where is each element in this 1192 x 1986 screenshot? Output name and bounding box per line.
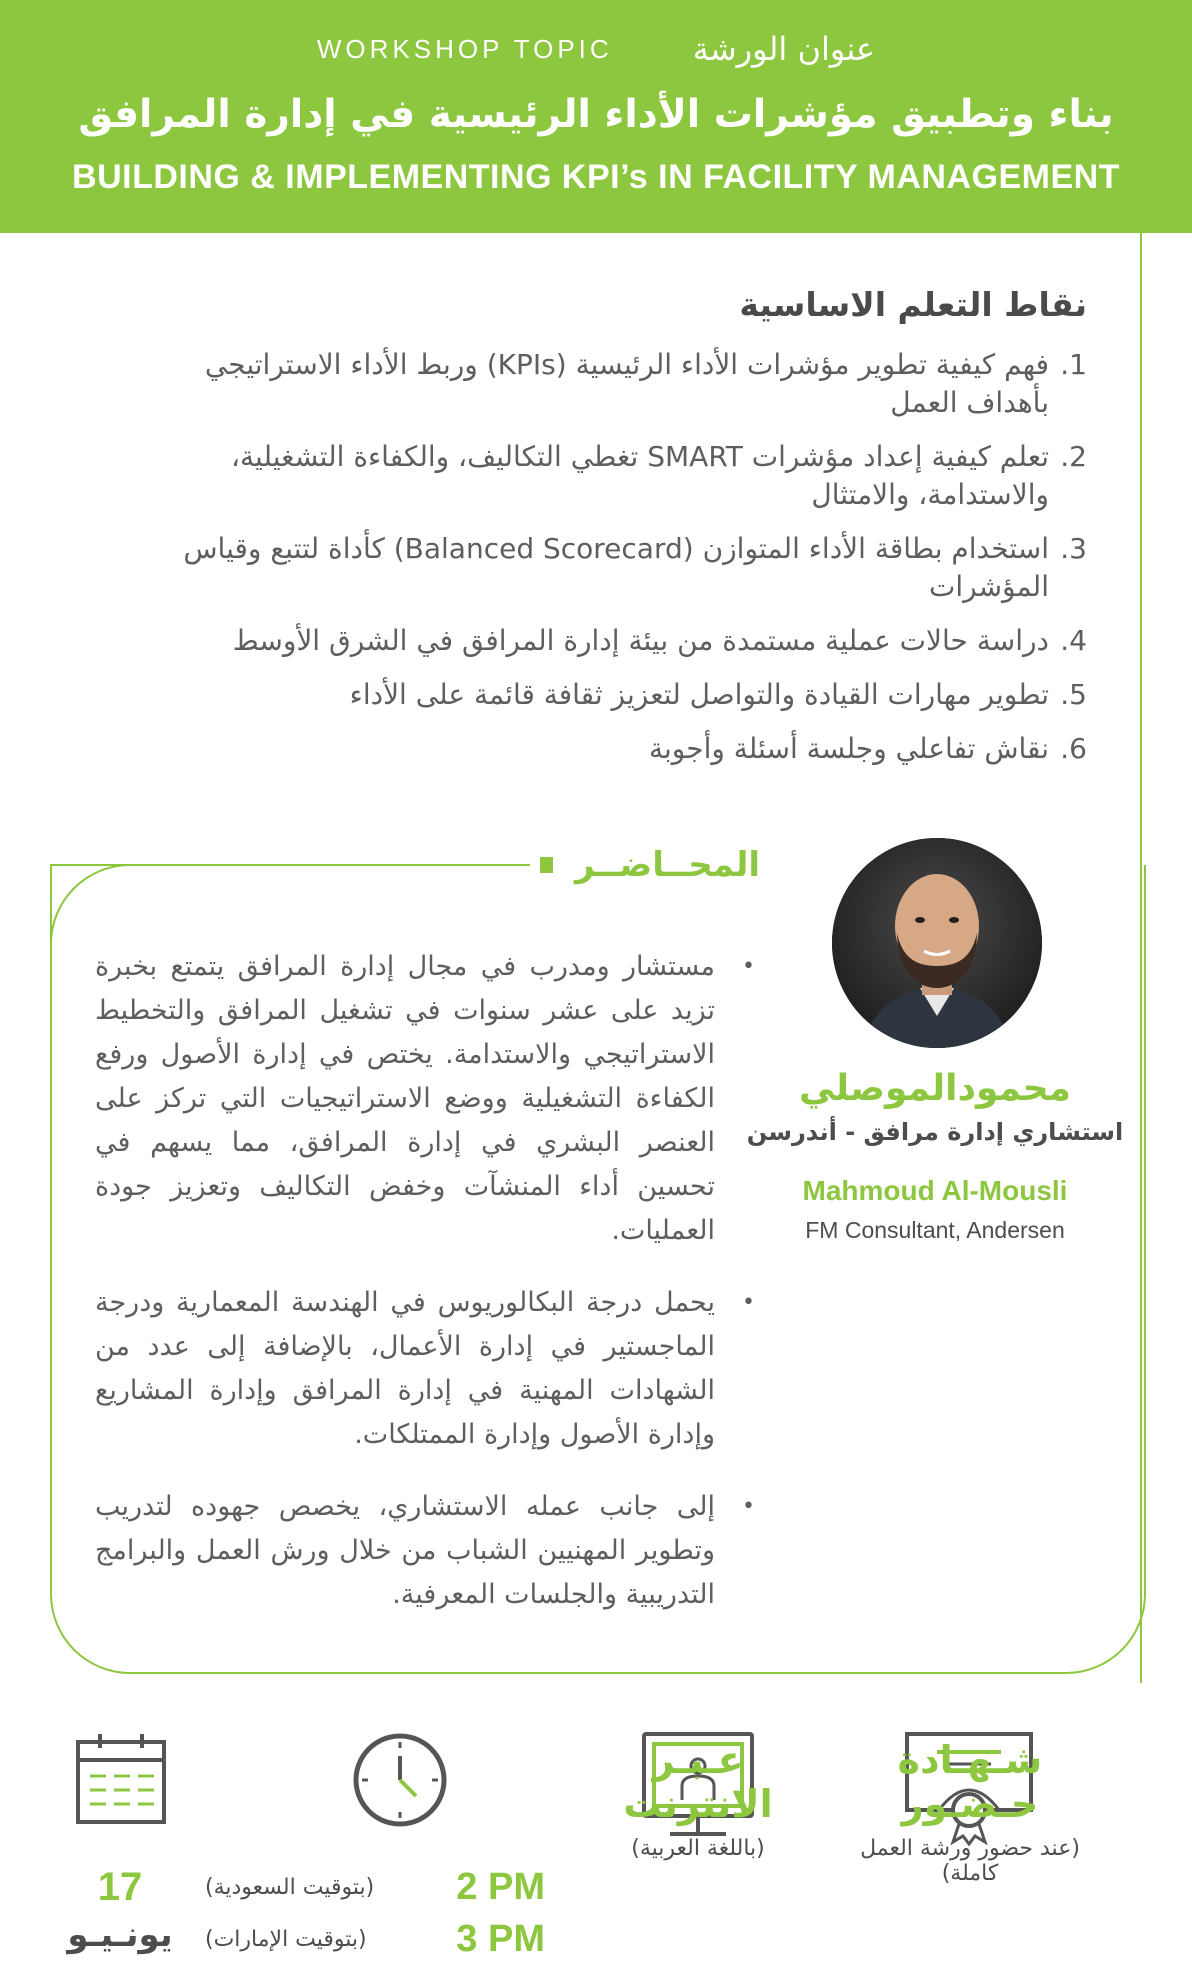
bullet-icon: • [742,954,755,979]
date-day: 17 [97,1865,143,1909]
learning-point [137,346,1087,422]
point-number: 6. [1060,732,1087,765]
speaker-photo [832,838,1042,1048]
bio-item [95,945,755,1253]
header-label-row [0,30,1192,68]
lecturer-square-icon [540,857,553,873]
point-text: فهم كيفية تطوير مؤشرات الأداء الرئيسية (KPIs) وربط الأداء الاستراتيجي بأهداف العمل [204,348,1049,419]
bio-item [95,1281,755,1457]
time-zone-label: (بتوقيت الإمارات) [205,1927,367,1952]
learning-point [137,530,1087,606]
workshop-topic-label-en: WORKSHOP TOPIC [316,33,613,64]
speaker-role-en: FM Consultant, Andersen [805,1217,1065,1243]
bullet-icon: • [742,1290,755,1315]
learning-point [137,676,1087,714]
language-note: (باللغة العربية) [631,1836,765,1861]
workshop-topic-label-ar: عنوان الورشة [692,30,876,68]
bio-text: يحمل درجة البكالوريوس في الهندسة المعمارية ودرجة الماجستير في إدارة الأعمال، بالإضافة إلى عدد من الشهادات المهنية في إدارة المرافق وإدارة المشاريع وإدارة الأصول وإدارة الممتلكات. [95,1287,715,1450]
speaker-bio [95,945,755,1645]
online-label: عـبـر الانترنت [623,1738,773,1826]
learning-points-section [137,285,1087,784]
learning-point [137,622,1087,660]
point-text: تطوير مهارات القيادة والتواصل لتعزيز ثقافة قائمة على الأداء [349,678,1049,711]
lecturer-heading [540,843,760,887]
calendar-icon [74,1730,168,1826]
point-number: 2. [1060,440,1087,473]
point-text: تعلم كيفية إعداد مؤشرات SMART تغطي التكاليف، والكفاءة التشغيلية، والاستدامة، والامتثال [230,440,1049,511]
point-text: استخدام بطاقة الأداء المتوازن (Balanced Scorecard) كأداة لتتبع وقياس المؤشرات [183,532,1049,603]
speaker-name-en: Mahmoud Al-Mousli [802,1175,1068,1206]
speaker-name-ar: محمودالموصلي [799,1068,1071,1109]
bio-text: مستشار ومدرب في مجال إدارة المرافق يتمتع بخبرة تزيد على عشر سنوات في تشغيل المرافق والتخطيط الاستراتيجي والاستدامة. يختص في إدارة الأصول ورفع الكفاءة التشغيلية ووضع الاستراتيجيات التي تركز على العنصر البشري في إدارة المرافق، مما يسهم في تحسين أداء المنشآت وخفض التكاليف وتعزيز جودة العمليات. [95,951,715,1246]
bio-item [95,1485,755,1617]
learning-point [137,438,1087,514]
bullet-icon: • [742,1494,755,1519]
speaker-portrait-icon [832,838,1042,1048]
workshop-title-ar: بناء وتطبيق مؤشرات الأداء الرئيسية في إدارة المرافق [78,92,1114,137]
time-row-uae [205,1918,545,1961]
certificate-note: (عند حضور ورشة العمل كاملة) [860,1836,1080,1886]
header-banner [0,0,1192,233]
lecturer-label: المحــاضــر [575,845,760,885]
date-month: يونـيـو [67,1915,173,1955]
point-text: نقاش تفاعلي وجلسة أسئلة وأجوبة [648,732,1049,765]
point-text: دراسة حالات عملية مستمدة من بيئة إدارة المرافق في الشرق الأوسط [232,624,1049,657]
time-value: 2 PM [456,1866,545,1908]
point-number: 4. [1060,624,1087,657]
learning-point [137,730,1087,768]
certificate-info [845,1738,1095,1886]
online-info [578,1738,818,1861]
learning-points-title: نقاط التعلم الاساسية [739,285,1087,324]
point-number: 5. [1060,678,1087,711]
time-row-saudi [205,1866,545,1909]
time-zone-label: (بتوقيت السعودية) [205,1875,375,1900]
clock-icon [350,1730,450,1830]
certificate-label: شـهـادة حـضـور [897,1738,1043,1826]
bio-text: إلى جانب عمله الاستشاري، يخصص جهوده لتدريب وتطوير المهنيين الشباب من خلال ورش العمل والبرامج التدريبية والجلسات المعرفية. [95,1491,715,1610]
point-number: 1. [1060,348,1087,381]
workshop-title-en: BUILDING & IMPLEMENTING KPI’s IN FACILITY MANAGEMENT [72,158,1120,196]
point-number: 3. [1060,532,1087,565]
time-value: 3 PM [456,1918,545,1960]
speaker-role-ar: استشاري إدارة مرافق - أندرسن [746,1118,1124,1146]
